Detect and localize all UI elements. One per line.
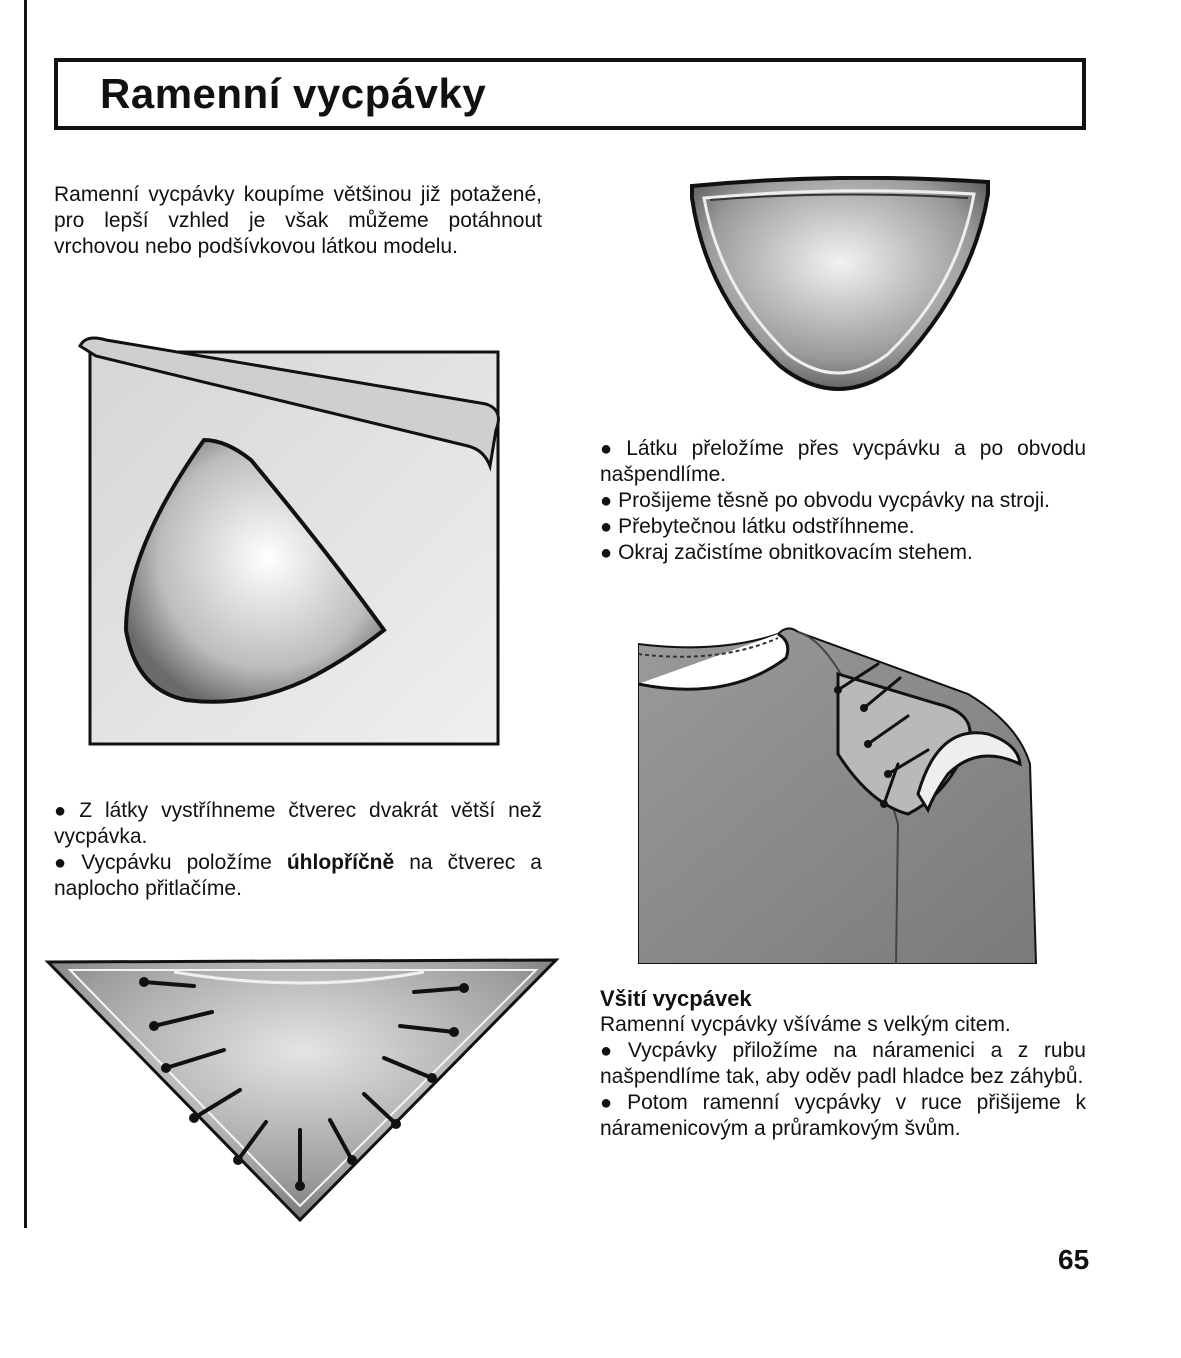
- garment-shoulder-pinned-icon: [638, 624, 1040, 964]
- intro-paragraph: [54, 182, 542, 260]
- left-step-1: ● Z látky vystříhneme čtverec dvakrát větší než vycpávka.: [54, 798, 542, 850]
- left-instructions: [54, 798, 542, 902]
- left-step-2: [54, 850, 542, 902]
- right-instructions: [600, 436, 1086, 566]
- sewing-section: [600, 986, 1086, 1142]
- left-margin-rule: [24, 0, 27, 1228]
- right-step-4: ● Okraj začistíme obnitkovacím stehem.: [600, 540, 1086, 566]
- right-step-1: ● Látku přeložíme přes vycpávku a po obvodu našpendlíme.: [600, 436, 1086, 488]
- fabric-square-with-pad-icon: [76, 330, 506, 750]
- left-step-2-start: Vycpávku položíme: [81, 851, 272, 874]
- left-step-2-bold: úhlopříčně: [286, 851, 395, 874]
- page-number: 65: [1058, 1244, 1090, 1275]
- left-step-2-end: na čtverec a naplocho přitlačíme.: [54, 851, 542, 900]
- right-step-3: ● Přebytečnou látku odstříhneme.: [600, 514, 1086, 540]
- intro-text: Ramenní vycpávky koupíme většinou již potažené, pro lepší vzhled je však můžeme potáhnout vrchovou nebo podšívkovou látkou modelu.: [54, 183, 542, 258]
- section-heading: Všití vycpávek: [600, 986, 752, 1011]
- folded-triangle-pinned-icon: [44, 954, 560, 1226]
- title-box: [54, 58, 1086, 130]
- section-step-1: ● Vycpávky přiložíme na náramenici a z rubu našpendlíme tak, aby oděv padl hladce bez záhybů.: [600, 1038, 1086, 1090]
- page-title: Ramenní vycpávky: [100, 70, 487, 117]
- section-intro: Ramenní vycpávky všíváme s velkým citem.: [600, 1013, 1011, 1036]
- shoulder-pad-icon: [688, 176, 992, 406]
- right-step-2: ● Prošijeme těsně po obvodu vycpávky na stroji.: [600, 488, 1086, 514]
- section-step-2: ● Potom ramenní vycpávky v ruce přišijeme k náramenicovým a průramkovým švům.: [600, 1090, 1086, 1142]
